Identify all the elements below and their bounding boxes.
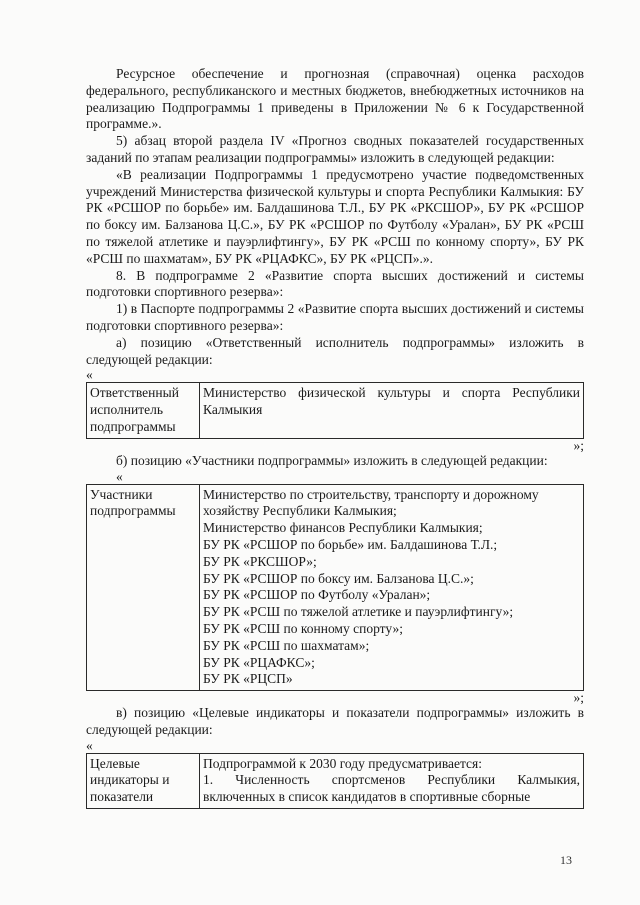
paragraph-passport: 1) в Паспорте подпрограммы 2 «Развитие спорта высших достижений и системы подготовки спортивного резерва»: <box>86 301 584 333</box>
participant-item: БУ РК «РЦСП» <box>203 671 293 687</box>
participant-item: БУ РК «РЦАФКС»; <box>203 654 315 670</box>
page-number: 13 <box>560 853 572 867</box>
document-page <box>86 66 584 809</box>
table-cell-value: Министерство физической культуры и спорта Республики Калмыкия <box>200 383 584 438</box>
participant-item: Министерство по строительству, транспорту и дорожному хозяйству Республики Калмыкия; <box>203 486 539 519</box>
table-row <box>87 383 584 438</box>
paragraph-resources: Ресурсное обеспечение и прогнозная (справочная) оценка расходов федерального, республиканского и местных бюджетов, внебюджетных источников на реализацию Подпрограммы 1 приведены в Приложении № 6 к Государственной программе.». <box>86 66 584 132</box>
table-participants <box>86 484 584 692</box>
participant-item: БУ РК «РСШОР по борьбе» им. Балдашинова Т.Л.; <box>203 536 498 552</box>
quote-open-1: « <box>86 367 93 383</box>
quote-close-2: »; <box>573 690 584 706</box>
participant-item: БУ РК «РСШОР по боксу им. Балзанова Ц.С.»; <box>203 570 474 586</box>
indicator-item: 1. Численность спортсменов Республики Калмыкия, включенных в список кандидатов в спортивные сборные <box>203 772 580 805</box>
table-row <box>87 484 584 691</box>
participant-item: Министерство финансов Республики Калмыкия; <box>203 520 483 536</box>
paragraph-quoted-participants: «В реализации Подпрограммы 1 предусмотрено участие подведомственных учреждений Министерства физической культуры и спорта Республики Калмыкия: БУ РК «РСШОР по борьбе» им. Балдашинова Т.Л., БУ РК «РКСШОР», БУ РК «РСШОР по боксу им. Балзанова Ц.С.», БУ РК «РСШОР по Футболу «Уралан», БУ РК «РСШ по тяжелой атлетике и пауэрлифтингу», БУ РК «РСШ по конному спорту», БУ РК «РСШ по шахматам», БУ РК «РЦАФКС», БУ РК «РЦСП».». <box>86 166 584 266</box>
paragraph-item-a: а) позицию «Ответственный исполнитель подпрограммы» изложить в следующей редакции: <box>86 334 584 367</box>
table-cell-participants <box>200 484 584 691</box>
paragraph-item-5: 5) абзац второй раздела IV «Прогноз сводных показателей государственных заданий по этапам реализации подпрограммы» изложить в следующей редакции: <box>86 133 584 165</box>
quote-open-3: « <box>86 737 93 753</box>
participant-item: БУ РК «РКСШОР»; <box>203 553 317 569</box>
paragraph-item-b: б) позицию «Участники подпрограммы» изложить в следующей редакции: <box>116 452 548 468</box>
indicator-intro: Подпрограммой к 2030 году предусматривается: <box>203 755 483 771</box>
paragraph-item-v: в) позицию «Целевые индикаторы и показатели подпрограммы» изложить в следующей редакции: <box>86 705 584 737</box>
table-cell-label: Участники подпрограммы <box>87 484 200 691</box>
table-cell-indicators <box>200 753 584 808</box>
participant-item: БУ РК «РСШ по тяжелой атлетике и пауэрлифтингу»; <box>203 604 514 620</box>
quote-open-2: « <box>116 468 123 484</box>
paragraph-item-8: 8. В подпрограмме 2 «Развитие спорта высших достижений и системы подготовки спортивного резерва»: <box>86 267 584 300</box>
table-target-indicators <box>86 753 584 809</box>
participant-item: БУ РК «РСШ по шахматам»; <box>203 637 370 653</box>
table-cell-label: Ответственный исполнитель подпрограммы <box>87 383 200 438</box>
quote-close-1: »; <box>573 437 584 453</box>
table-row <box>87 753 584 808</box>
table-cell-label: Целевые индикаторы и показатели <box>87 753 200 808</box>
participant-item: БУ РК «РСШ по конному спорту»; <box>203 620 403 636</box>
participant-item: БУ РК «РСШОР по Футболу «Уралан»; <box>203 587 431 603</box>
table-responsible-executor <box>86 382 584 438</box>
